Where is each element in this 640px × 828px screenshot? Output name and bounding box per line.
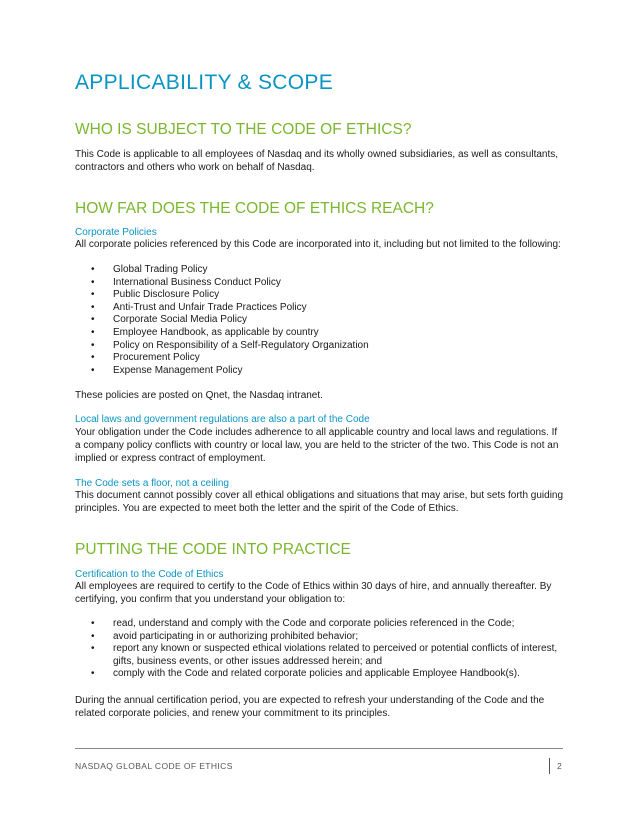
subheading-floor-not-ceiling: The Code sets a floor, not a ceiling [75,478,229,489]
certification-obligations-list [75,618,565,681]
list-item: • report any known or suspected ethical violations related to perceived or potential conflicts of interest, gifts, business events, or other issues addressed herein; and [75,643,565,668]
corporate-policies-list [75,264,565,377]
list-item: • Employee Handbook, as applicable by country [75,327,565,340]
corporate-policies-outro: These policies are posted on Qnet, the Nasdaq intranet. [75,390,323,401]
list-item: • Expense Management Policy [75,365,565,378]
list-item: • Anti-Trust and Unfair Trade Practices Policy [75,302,565,315]
section-body-who-is-subject: This Code is applicable to all employees of Nasdaq and its wholly owned subsidiaries, as well as consultants, contractors and others who work on behalf of Nasdaq. [75,149,559,173]
footer-document-title: NASDAQ GLOBAL CODE OF ETHICS [75,761,233,771]
section-heading-putting-into-practice: PUTTING THE CODE INTO PRACTICE [75,541,351,558]
list-item: • Corporate Social Media Policy [75,314,565,327]
footer-page-number: 2 [557,761,562,771]
list-item: • Global Trading Policy [75,264,565,277]
section-heading-who-is-subject: WHO IS SUBJECT TO THE CODE OF ETHICS? [75,121,412,138]
footer-divider [75,748,563,749]
list-item: • comply with the Code and related corporate policies and applicable Employee Handbook(s). [75,668,565,681]
list-item: • Public Disclosure Policy [75,289,565,302]
list-item: • International Business Conduct Policy [75,277,565,290]
subheading-local-laws: Local laws and government regulations are also a part of the Code [75,414,370,425]
page-title: APPLICABILITY & SCOPE [75,71,334,94]
list-item: • read, understand and comply with the Code and corporate policies referenced in the Code; [75,618,565,631]
footer-page-separator [549,758,550,774]
list-item: • Policy on Responsibility of a Self-Regulatory Organization [75,340,565,353]
section-heading-how-far: HOW FAR DOES THE CODE OF ETHICS REACH? [75,200,434,217]
certification-intro: All employees are required to certify to the Code of Ethics within 30 days of hire, and annually thereafter. By certifying, you confirm that you understand your obligation to: [75,581,552,605]
corporate-policies-intro: All corporate policies referenced by this Code are incorporated into it, including but not limited to the following: [75,239,561,250]
subheading-corporate-policies: Corporate Policies [75,227,157,238]
floor-body: This document cannot possibly cover all ethical obligations and situations that may arise, but sets forth guiding principles. You are expected to meet both the letter and the spirit of the Code of Ethics. [75,490,564,514]
list-item: • Procurement Policy [75,352,565,365]
local-laws-body: Your obligation under the Code includes adherence to all applicable country and local laws and regulations. If a company policy conflicts with country or local law, you are held to the stricter of the two. This Code is not an implied or express contract of employment. [75,427,559,464]
subheading-certification: Certification to the Code of Ethics [75,569,224,580]
certification-outro: During the annual certification period, you are expected to refresh your understanding of the Code and the related corporate policies, and renew your commitment to its principles. [75,695,545,719]
list-item: • avoid participating in or authorizing prohibited behavior; [75,631,565,644]
